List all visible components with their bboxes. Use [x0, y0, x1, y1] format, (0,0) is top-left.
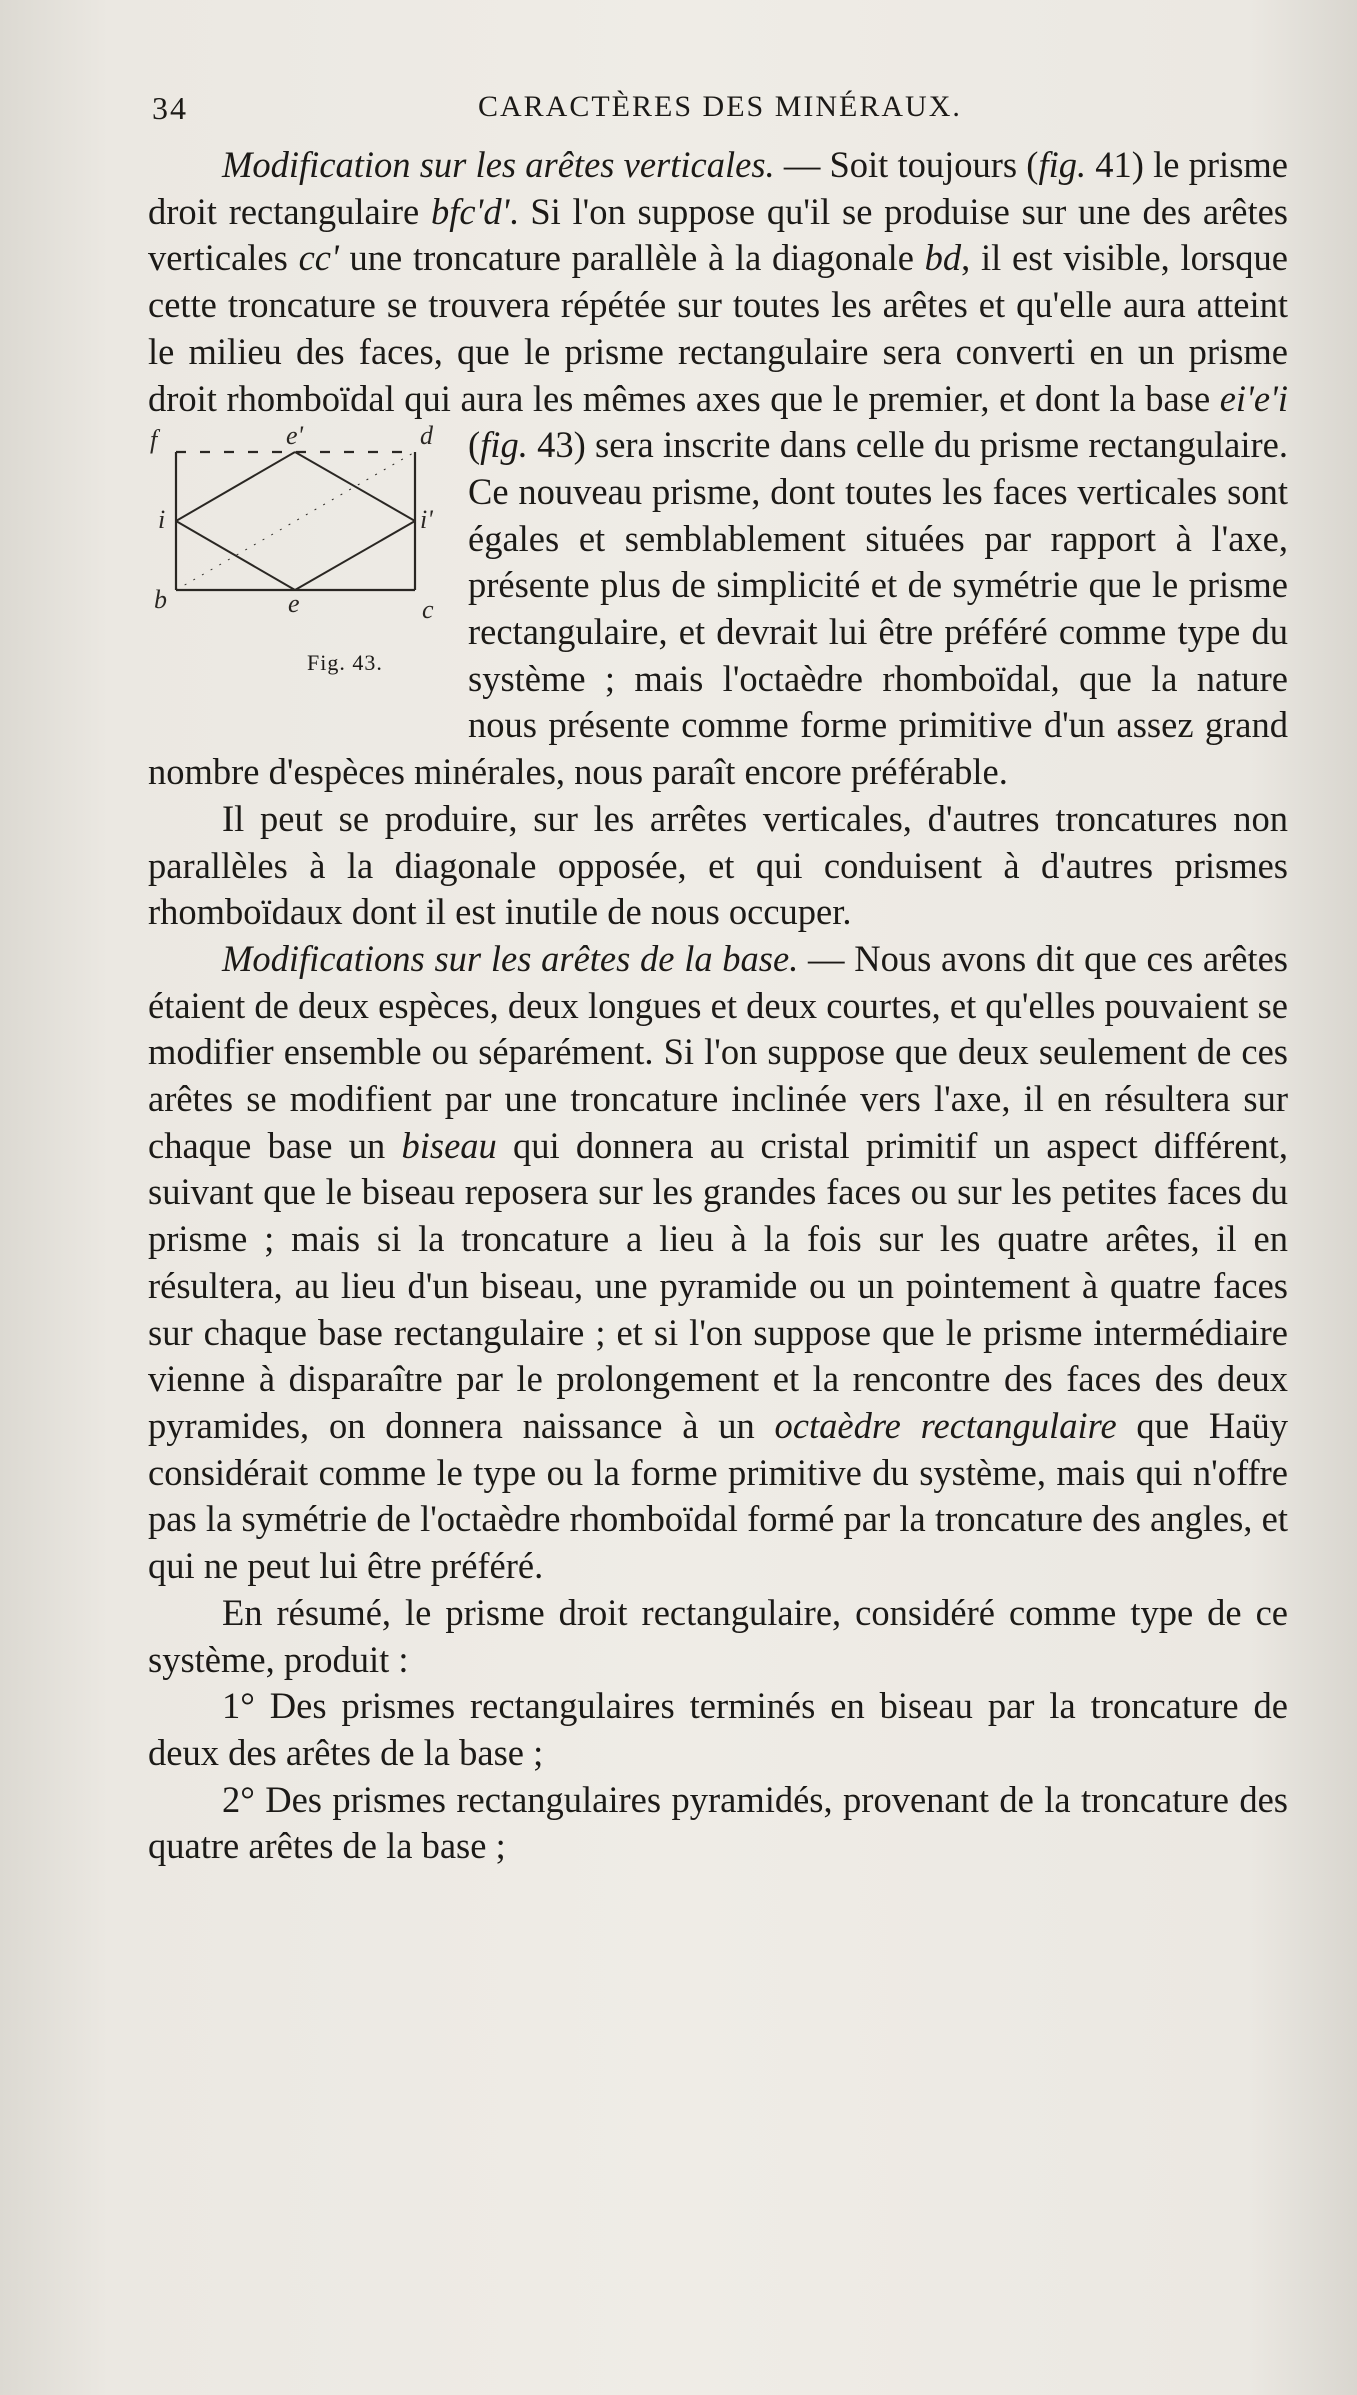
label-i: i [158, 505, 166, 535]
text-span: que Haüy considérait comme le type ou la forme primitive du système, mais qui n'offre pas la symétrie de l'octaèdre rhomboïdal formé par la troncature des angles, et qui ne peut lui être [148, 1404, 1288, 1587]
label-i-prime: i' [420, 505, 433, 535]
diagonal-dotted [176, 452, 415, 590]
math-variable: ei'e'i [1219, 377, 1288, 419]
text-span: En résumé, le prisme droit rectangulaire, considéré comme [222, 1591, 1131, 1633]
text-span: nous paraît encore préférable. [574, 751, 1008, 793]
list-item-1 [148, 1683, 1288, 1776]
fig-reference: fig. [480, 424, 528, 466]
text-span: 43) sera inscrite dans celle du prisme rectangulaire. Ce nouveau prisme, dont toutes les faces verticales sont égales et semblablement situées par rapport à l'axe, présente plus de simplicité et de symétrie que le prisme rectangulaire, et devrait lui être préféré comme type du système ; mais l'octaèdre rhomboïdal, que la nature nous présente comme forme primitive d'un assez grand nombre d'espèces minérales, [148, 424, 1288, 793]
text-span: — Nous avons dit que ces arêtes étaient de deux espèces, deux longues et deux courtes, et qu'elles pouvaient se modifier ensemble ou séparément. Si l'on suppose que deux seulement de ces arêtes se modifient par une troncature inclinée vers l'axe, il en résultera sur chaque base un [148, 937, 1288, 1166]
list-item-2 [148, 1777, 1288, 1870]
section-heading: Modifications sur les arêtes de la base. [222, 937, 799, 979]
text-span: 41) le prisme droit rectangulaire [148, 144, 1288, 232]
rhombus-edge [295, 521, 415, 590]
emphasis: biseau [401, 1124, 497, 1166]
math-variable: bd [924, 237, 962, 279]
text-span: Il peut se produire, sur les arrêtes verticales, d'autres troncatures non parallèles à la diagonale opposée, et qui conduisent à d'autres prismes rhomboïdaux dont il est inutile de nous [148, 797, 1288, 933]
label-e-prime: e' [286, 422, 304, 451]
label-b: b [154, 585, 167, 615]
emphasis: octaèdre rectangulaire [774, 1404, 1117, 1446]
text-span: type de ce système, produit : [148, 1591, 1288, 1680]
page-number: 34 [152, 90, 188, 126]
text-span: troncature des quatre arêtes de la base ; [148, 1778, 1289, 1867]
rhombus-edge [295, 452, 415, 521]
text-span: 2° Des prismes rectangulaires pyramidés, provenant de la [222, 1778, 1081, 1820]
text-span: , il est visible, lorsque cette troncature se trouvera répétée sur toutes les arêtes et qu'elle aura atteint le milieu des faces, que le prisme rectangulaire sera converti en un prisme droit rhomboïdal qui aura les mêmes axes que le premier, et dont la base [148, 237, 1288, 419]
body-text [148, 142, 1288, 1870]
text-span: occuper. [728, 891, 852, 933]
paragraph-vertical-edges [148, 142, 1288, 796]
math-variable: cc' [298, 237, 339, 279]
paragraph-base-edges [148, 936, 1288, 1590]
text-span: qui donnera au cristal primitif un aspect différent, suivant que le biseau reposera sur les grandes faces ou sur les petites faces du prisme ; mais si la troncature a lieu à la fois sur les quatre arêtes, il en résultera, au lieu d'un biseau, une pyramide ou un pointement à quatre faces sur chaque base rectangulaire ; et si l'on suppose que le prisme intermédiaire vienne à disparaître par le prolongement et la rencontre des faces des deux pyramides, on donnera naissance à un [148, 1124, 1288, 1446]
text-span: . Si l'on suppose qu'il se produise sur une des arêtes verticales [148, 190, 1288, 279]
paragraph-summary [148, 1590, 1288, 1683]
text-span: une troncature parallèle à la diagonale [338, 237, 925, 279]
label-e: e [288, 589, 300, 619]
figure-caption: Fig. 43. [307, 650, 383, 676]
text-span: ( [468, 424, 481, 466]
fig-reference: fig. [1038, 144, 1087, 185]
text-span: 1° Des prismes rectangulaires terminés en biseau par la troncature de deux des arêtes de la base ; [148, 1685, 1288, 1773]
label-d: d [420, 422, 433, 451]
label-c: c [422, 595, 434, 625]
label-f: f [150, 425, 158, 455]
figure-43 [138, 422, 456, 708]
rhombus-edge [176, 452, 295, 521]
page-header [148, 82, 1268, 142]
running-title: CARACTÈRES DES MINÉRAUX. [478, 90, 962, 123]
text-span: — Soit toujours ( [774, 144, 1039, 185]
paragraph-other-truncations [148, 796, 1288, 936]
math-variable: bfc'd' [430, 190, 510, 232]
section-heading: Modification sur les arêtes verticales. [222, 144, 775, 185]
text-span: préféré. [430, 1545, 544, 1587]
